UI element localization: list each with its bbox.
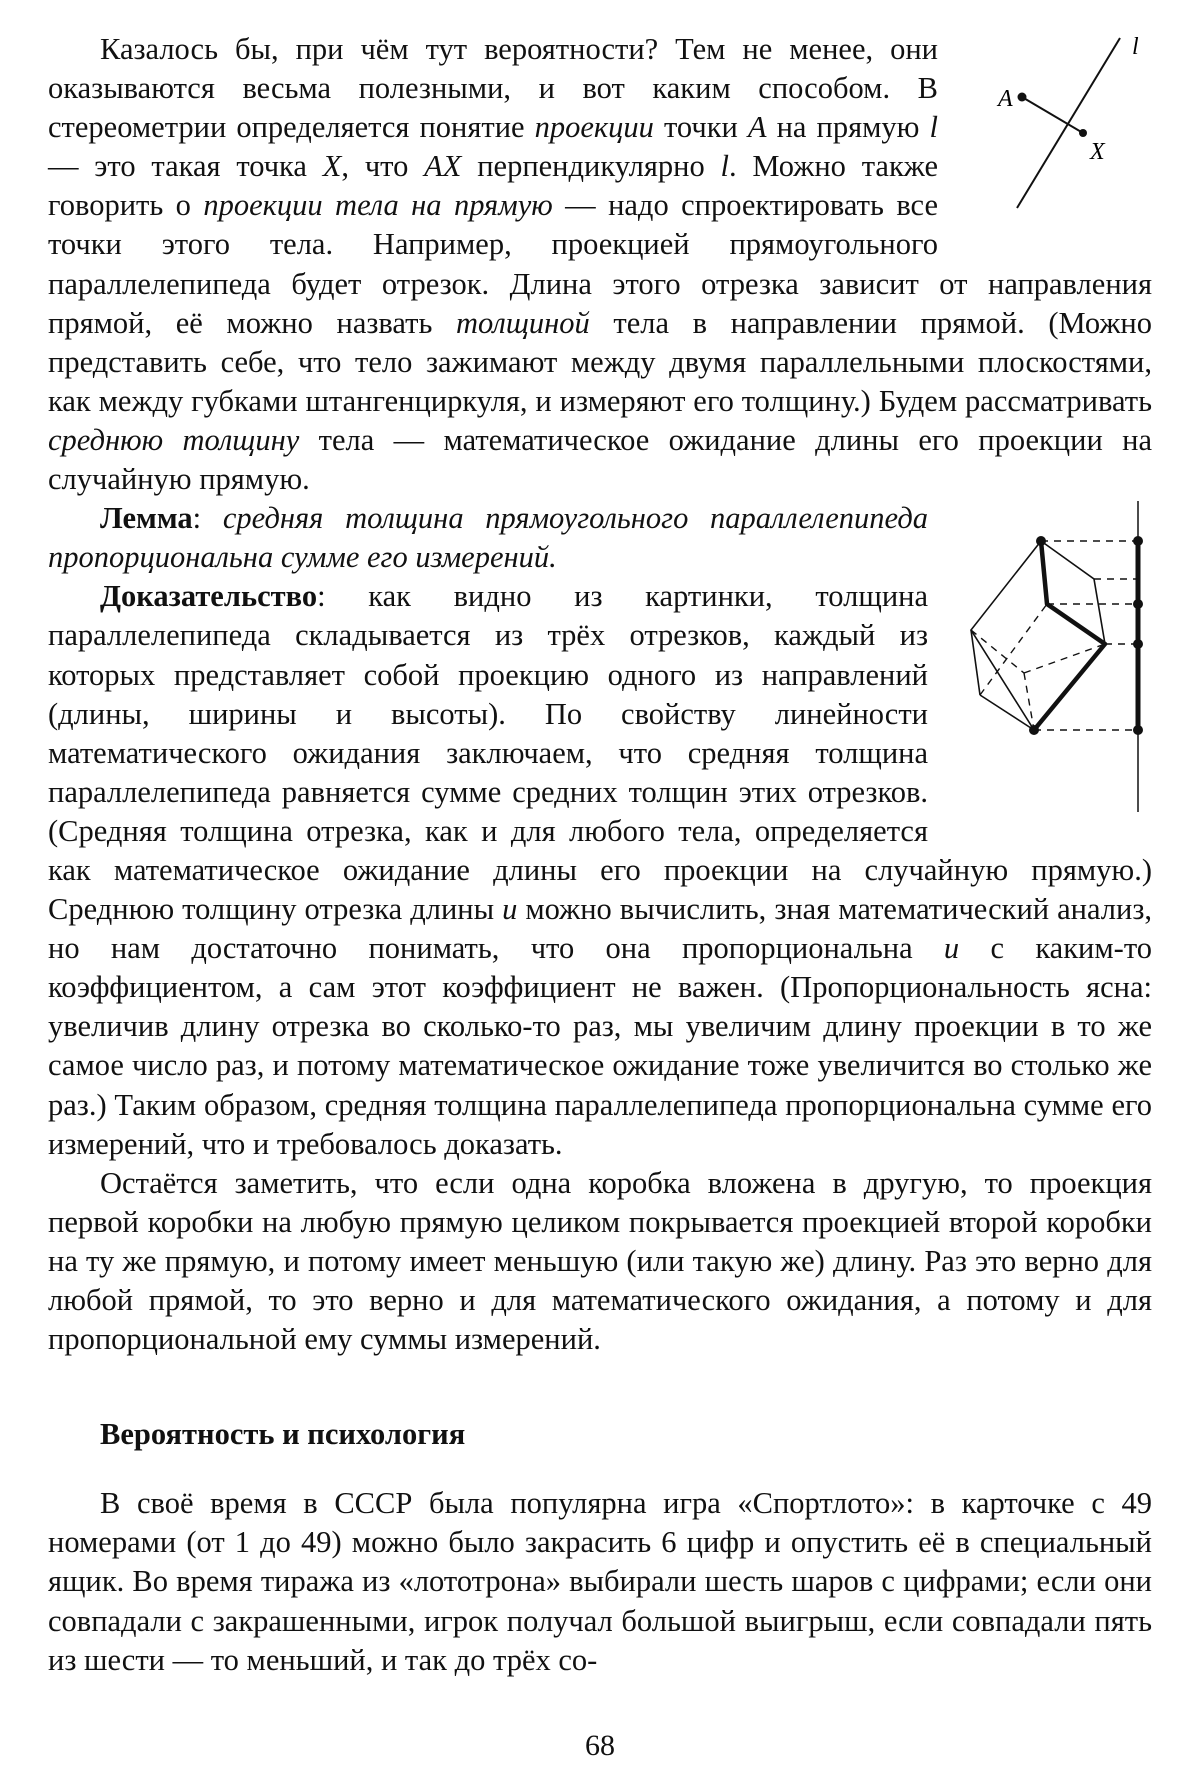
projection-figure [962,30,1152,226]
section-title: Вероятность и психология [48,1415,1152,1454]
paragraph-lemma: Лемма: средняя толщина прямоугольного параллелепипеда пропорциональна сумме его измерений. [48,499,1152,577]
point-a [1018,93,1027,102]
parallelepiped-figure [952,501,1152,812]
dimension-path [1034,541,1105,730]
projection-points [1029,536,1143,735]
paragraph-sportloto: В своё время в СССР была популярна игра «Спортлото»: в карточке с 49 номерами (от 1 до 49) можно было закрасить 6 цифр и опустить её в специальный ящик. Во время тиража из «лототрона» выбирали шесть шаров с цифрами; если они совпадали с закрашенными, игрок получал большой выигрыш, если совпадали пять из шести — то меньший, и так до трёх со- [48,1484,1152,1679]
label-x: X [1089,139,1106,165]
label-l: l [1132,34,1139,60]
projection-lines [1034,541,1138,730]
point-x [1079,129,1087,137]
paragraph-remark: Остаётся заметить, что если одна коробка вложена в другую, то проекция первой коробки на любую прямую целиком покрывается проекцией второй коробки на ту же прямую, и потому имеет меньшую (или такую же) длину. Раз это верно для любой прямой, то это верно и для математического ожидания, а потому и для пропорциональной ему суммы измерений. [48,1164,1152,1359]
paragraph-projection: Казалось бы, при чём тут вероятности? Тем не менее, они оказываются весьма полезными, и вот каким способом. В стереометрии определяется понятие проекции точки A на прямую l — это такая точка X, что AX перпендикулярно l. Можно также говорить о проекции тела на прямую — надо спроектировать все точки этого тела. Например, проекцией прямоугольного параллелепипеда будет отрезок. Длина этого отрезка зависит от направления прямой, её можно назвать толщиной тела в направлении прямой. (Можно представить себе, что тело зажимают между двумя параллельными плоскостями, как между губками штангенциркуля, и измеряют его толщину.) Будем рассматривать среднюю толщину тела — математическое ожидание длины его проекции на случайную прямую. [48,30,1152,499]
paragraph-proof: Доказательство: как видно из картинки, толщина параллелепипеда складывается из трёх отрезков, каждый из которых представляет собой проекцию одного из направлений (длины, ширины и высоты). По свойству линейности математического ожидания заключаем, что средняя толщина параллелепипеда равняется сумме средних толщин этих отрезков. (Средняя толщина отрезка, как и для любого тела, определяется как математическое ожидание длины его проекции на случайную прямую.) Среднюю толщину отрезка длины u можно вычислить, зная математический анализ, но нам достаточно понимать, что она пропорциональна u с каким-то коэффициентом, а сам этот коэффициент не важен. (Пропорциональность ясна: увеличив длину отрезка во сколько-то раз, мы увеличим длину проекции в то же самое число раз, и потому математическое ожидание тоже увеличится во столько же раз.) Таким образом, средняя толщина параллелепипеда пропорциональна сумме его измерений, что и требовалось доказать. [48,577,1152,1163]
box-edges [971,541,1105,730]
page-number: 68 [0,1729,1200,1763]
label-a: A [996,86,1013,112]
page-content [48,30,1152,1680]
line-l [1017,38,1120,208]
